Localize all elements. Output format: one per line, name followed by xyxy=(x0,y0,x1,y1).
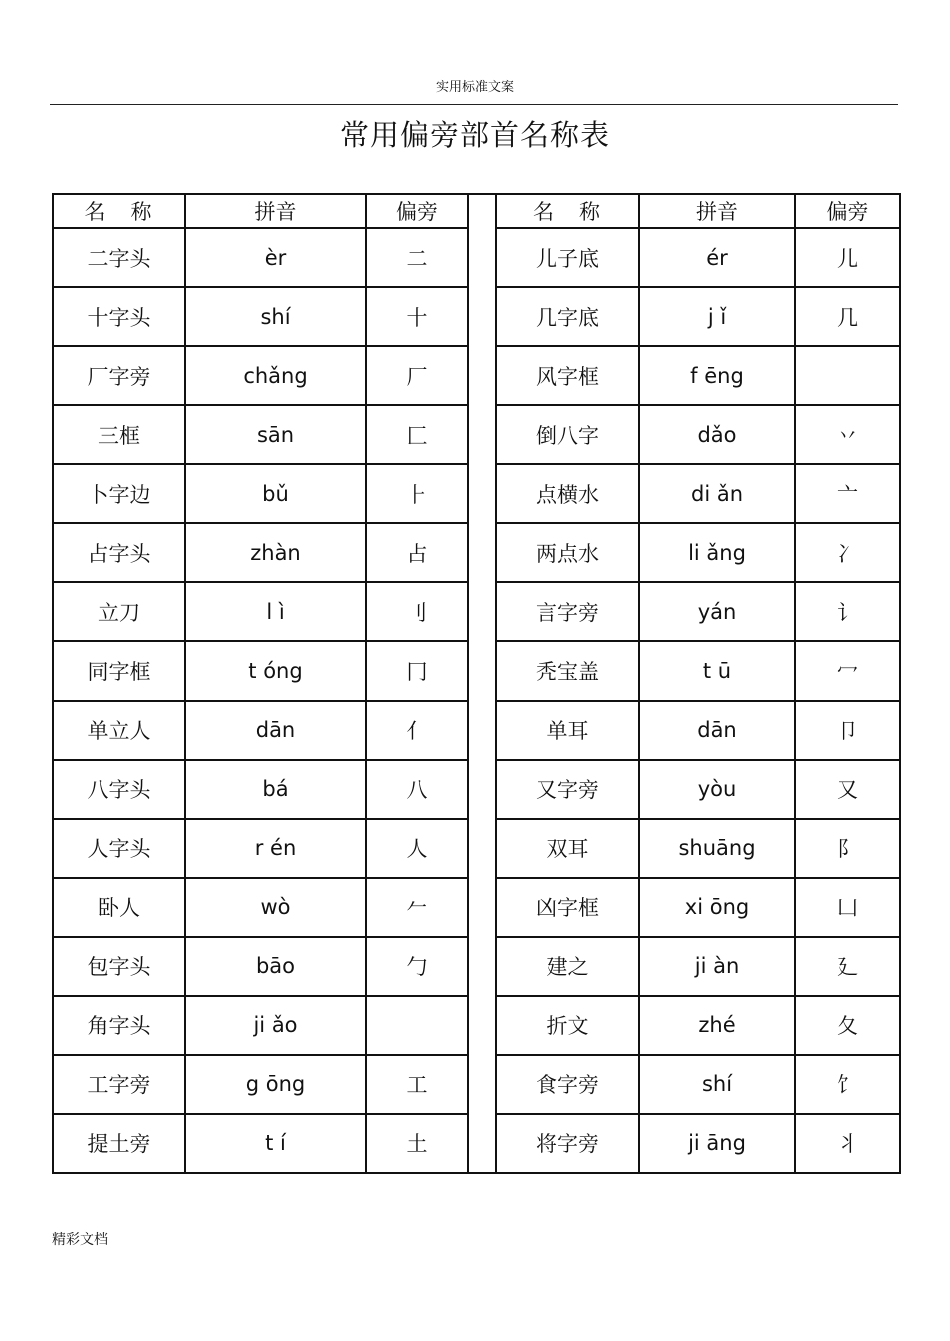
radical-cell: 冖 xyxy=(795,641,900,700)
radical-name-cell: 十字头 xyxy=(53,287,185,346)
radical-cell: 丷 xyxy=(795,405,900,464)
radical-cell: 八 xyxy=(366,760,468,819)
radical-name-cell: 儿子底 xyxy=(496,228,639,287)
radical-cell xyxy=(795,346,900,405)
radical-name-cell: 人字头 xyxy=(53,819,185,878)
pinyin-cell: di ǎn xyxy=(639,464,795,523)
table-gap xyxy=(468,937,496,996)
radical-cell: 凵 xyxy=(795,878,900,937)
table-row xyxy=(53,1114,900,1173)
column-header-radical: 偏旁 xyxy=(795,194,900,228)
radical-cell: 勹 xyxy=(366,937,468,996)
radical-name-cell: 点横水 xyxy=(496,464,639,523)
table-gap xyxy=(468,464,496,523)
pinyin-cell: yán xyxy=(639,582,795,641)
radical-name-cell: 角字头 xyxy=(53,996,185,1055)
radical-cell: 二 xyxy=(366,228,468,287)
column-header-pinyin: 拼音 xyxy=(185,194,366,228)
radical-cell: 工 xyxy=(366,1055,468,1114)
pinyin-cell: wò xyxy=(185,878,366,937)
table-gap xyxy=(468,405,496,464)
table-row xyxy=(53,819,900,878)
pinyin-cell: shí xyxy=(639,1055,795,1114)
radical-cell: 讠 xyxy=(795,582,900,641)
pinyin-cell: r én xyxy=(185,819,366,878)
table-gap xyxy=(468,1114,496,1173)
table-gap xyxy=(468,996,496,1055)
pinyin-cell: ér xyxy=(639,228,795,287)
table-row xyxy=(53,228,900,287)
radical-name-cell: 凶字框 xyxy=(496,878,639,937)
radical-cell: 阝 xyxy=(795,819,900,878)
table-gap xyxy=(468,287,496,346)
radical-cell: ⺊ xyxy=(366,464,468,523)
pinyin-cell: zhàn xyxy=(185,523,366,582)
pinyin-cell: xi ōng xyxy=(639,878,795,937)
pinyin-cell: ji ǎo xyxy=(185,996,366,1055)
table-gap xyxy=(468,701,496,760)
radical-name-cell: 双耳 xyxy=(496,819,639,878)
table-row xyxy=(53,641,900,700)
radical-name-cell: 倒八字 xyxy=(496,405,639,464)
table-row xyxy=(53,760,900,819)
radical-name-cell: 食字旁 xyxy=(496,1055,639,1114)
pinyin-cell: zhé xyxy=(639,996,795,1055)
table-row xyxy=(53,1055,900,1114)
table-row xyxy=(53,996,900,1055)
column-header-pinyin: 拼音 xyxy=(639,194,795,228)
table-header-row xyxy=(53,194,900,228)
pinyin-cell: shuāng xyxy=(639,819,795,878)
pinyin-cell: dān xyxy=(639,701,795,760)
column-header-radical: 偏旁 xyxy=(366,194,468,228)
page-header: 实用标准文案 xyxy=(435,80,514,95)
table-row xyxy=(53,346,900,405)
pinyin-cell: chǎng xyxy=(185,346,366,405)
radical-name-cell: 占字头 xyxy=(53,523,185,582)
pinyin-cell: ji àn xyxy=(639,937,795,996)
table-gap xyxy=(468,878,496,937)
radical-name-cell: 二字头 xyxy=(53,228,185,287)
radical-cell: 占 xyxy=(366,523,468,582)
pinyin-cell: yòu xyxy=(639,760,795,819)
radical-cell: 廴 xyxy=(795,937,900,996)
pinyin-cell: l ì xyxy=(185,582,366,641)
page-footer: 精彩文档 xyxy=(52,1232,108,1248)
radical-cell: 亻 xyxy=(366,701,468,760)
pinyin-cell: t í xyxy=(185,1114,366,1173)
radical-name-cell: 又字旁 xyxy=(496,760,639,819)
pinyin-cell: li ǎng xyxy=(639,523,795,582)
radical-name-cell: 两点水 xyxy=(496,523,639,582)
table-row xyxy=(53,405,900,464)
radical-cell: 饣 xyxy=(795,1055,900,1114)
table-row xyxy=(53,937,900,996)
radical-cell xyxy=(366,996,468,1055)
pinyin-cell: t ū xyxy=(639,641,795,700)
radical-name-cell: 厂字旁 xyxy=(53,346,185,405)
radical-cell: 𠂉 xyxy=(366,878,468,937)
header-divider xyxy=(50,104,898,105)
radical-name-cell: 秃宝盖 xyxy=(496,641,639,700)
radical-cell: 亠 xyxy=(795,464,900,523)
pinyin-cell: dān xyxy=(185,701,366,760)
table-row xyxy=(53,878,900,937)
radical-cell: 又 xyxy=(795,760,900,819)
radical-name-cell: 言字旁 xyxy=(496,582,639,641)
table-row xyxy=(53,287,900,346)
pinyin-cell: èr xyxy=(185,228,366,287)
radical-name-cell: 工字旁 xyxy=(53,1055,185,1114)
table-gap xyxy=(468,641,496,700)
radical-name-cell: 风字框 xyxy=(496,346,639,405)
radical-name-cell: 立刀 xyxy=(53,582,185,641)
pinyin-cell: g ōng xyxy=(185,1055,366,1114)
radical-cell: 儿 xyxy=(795,228,900,287)
pinyin-cell: bāo xyxy=(185,937,366,996)
radical-name-cell: 将字旁 xyxy=(496,1114,639,1173)
pinyin-cell: t óng xyxy=(185,641,366,700)
table-gap xyxy=(468,1055,496,1114)
radical-name-cell: 几字底 xyxy=(496,287,639,346)
radical-name-cell: 三框 xyxy=(53,405,185,464)
table-gap xyxy=(468,582,496,641)
pinyin-cell: shí xyxy=(185,287,366,346)
table-gap xyxy=(468,346,496,405)
radical-name-cell: 建之 xyxy=(496,937,639,996)
radical-cell: 匚 xyxy=(366,405,468,464)
pinyin-cell: bá xyxy=(185,760,366,819)
pinyin-cell: dǎo xyxy=(639,405,795,464)
column-header-name: 名 称 xyxy=(496,194,639,228)
table-gap xyxy=(468,228,496,287)
radical-cell: 厂 xyxy=(366,346,468,405)
radical-cell: 土 xyxy=(366,1114,468,1173)
radical-name-cell: 八字头 xyxy=(53,760,185,819)
pinyin-cell: j ǐ xyxy=(639,287,795,346)
radical-name-cell: 包字头 xyxy=(53,937,185,996)
table-body xyxy=(53,228,900,1173)
pinyin-cell: ji āng xyxy=(639,1114,795,1173)
table-gap xyxy=(468,194,496,228)
table-row xyxy=(53,464,900,523)
radical-names-table xyxy=(52,193,901,1174)
radical-name-cell: 折文 xyxy=(496,996,639,1055)
radical-cell: 人 xyxy=(366,819,468,878)
radical-cell: 刂 xyxy=(366,582,468,641)
radical-cell: 几 xyxy=(795,287,900,346)
table-row xyxy=(53,582,900,641)
radical-name-cell: 单立人 xyxy=(53,701,185,760)
table-gap xyxy=(468,760,496,819)
radical-cell: 十 xyxy=(366,287,468,346)
radical-cell: 夂 xyxy=(795,996,900,1055)
radical-cell: 冫 xyxy=(795,523,900,582)
table-row xyxy=(53,701,900,760)
radical-name-cell: 单耳 xyxy=(496,701,639,760)
table-gap xyxy=(468,819,496,878)
table-gap xyxy=(468,523,496,582)
radical-cell: 冂 xyxy=(366,641,468,700)
radical-cell: 丬 xyxy=(795,1114,900,1173)
pinyin-cell: f ēng xyxy=(639,346,795,405)
radical-name-cell: 卧人 xyxy=(53,878,185,937)
table-row xyxy=(53,523,900,582)
radical-name-cell: 提土旁 xyxy=(53,1114,185,1173)
pinyin-cell: sān xyxy=(185,405,366,464)
column-header-name: 名 称 xyxy=(53,194,185,228)
pinyin-cell: bǔ xyxy=(185,464,366,523)
radical-name-cell: 卜字边 xyxy=(53,464,185,523)
page-title: 常用偏旁部首名称表 xyxy=(339,118,610,152)
radical-cell: 卩 xyxy=(795,701,900,760)
radical-name-cell: 同字框 xyxy=(53,641,185,700)
